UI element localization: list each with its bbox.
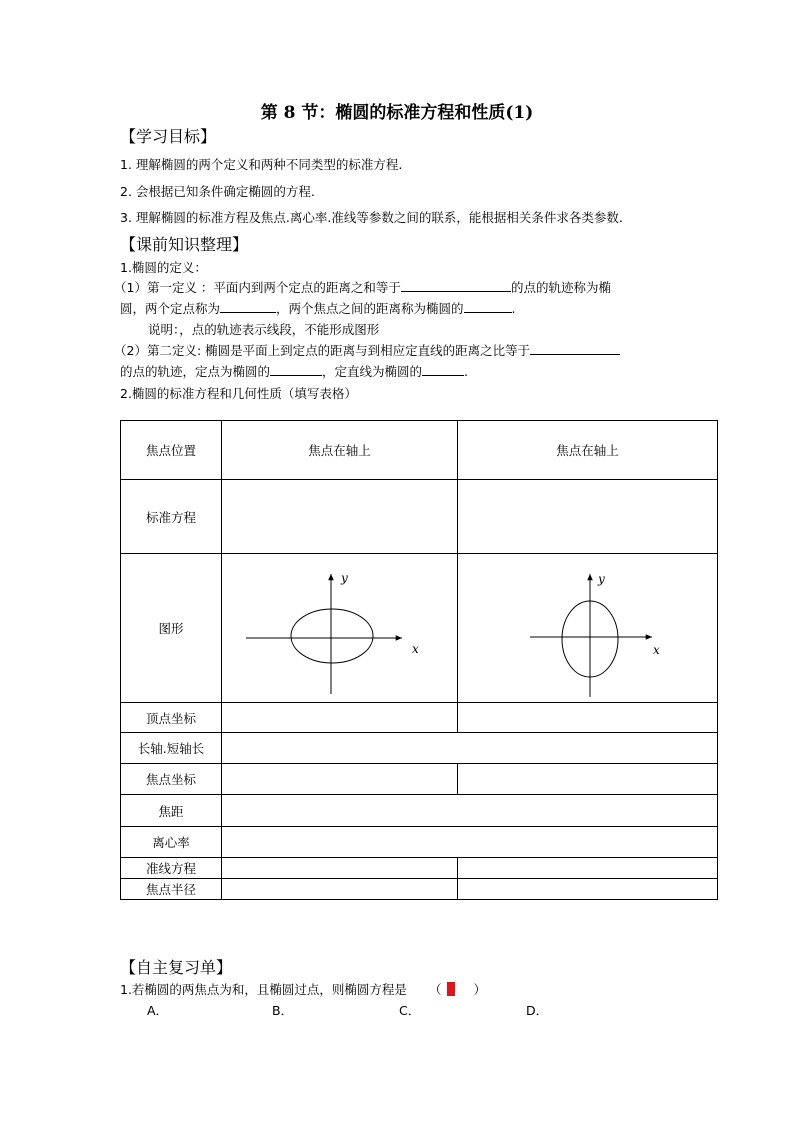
- definition-note: 说明：，点的轨迹表示线段，不能形成图形: [148, 322, 380, 337]
- row-label-eccentricity: 离心率: [121, 827, 222, 858]
- definition-1-text-b: 的点的轨迹称为椭: [510, 280, 611, 295]
- blank-foci-name[interactable]: [220, 300, 276, 313]
- row-label-focus-coord: 焦点坐标: [121, 764, 222, 795]
- section-knowledge-header: 【课前知识整理】: [120, 235, 249, 254]
- row-label-graph: 图形: [121, 554, 222, 703]
- table-row-standard-equation: [121, 480, 718, 554]
- definition-1-text-c: 圆，两个定点称为: [120, 301, 221, 316]
- cell-eccentricity[interactable]: [222, 827, 718, 858]
- blank-sum-distance[interactable]: [401, 279, 511, 292]
- knowledge-q1: 1.椭圆的定义：: [120, 260, 207, 275]
- table-row-graph: [121, 554, 718, 703]
- review-question-1-text: 1.若椭圆的两焦点为和，且椭圆过点，则椭圆方程是: [120, 982, 407, 997]
- definition-2-text-b: 的点的轨迹，定点为椭圆的: [120, 364, 271, 379]
- ellipse-horizontal: [291, 609, 373, 663]
- table-row-eccentricity: [121, 827, 718, 858]
- table-row-focus-coord: [121, 764, 718, 795]
- definition-2-line-1: [114, 341, 620, 359]
- goal-item-3: 3. 理解椭圆的标准方程及焦点.离心率.准线等参数之间的联系，能根据相关条件求各类参数.: [120, 210, 623, 225]
- section-review-header: 【自主复习单】: [120, 958, 233, 977]
- cell-graph-x: [222, 554, 458, 703]
- row-label-directrix: 准线方程: [121, 858, 222, 879]
- definition-1-period: .: [511, 301, 516, 316]
- definition-2-text-c: ，定直线为椭圆的: [322, 364, 423, 379]
- header-col-y-axis: 焦点在轴上: [458, 421, 718, 480]
- cell-directrix-x[interactable]: [222, 858, 458, 879]
- row-label-vertex: 顶点坐标: [121, 703, 222, 733]
- table-row-axis-length: [121, 733, 718, 764]
- blank-focus-name[interactable]: [270, 363, 322, 376]
- cell-axis-length[interactable]: [222, 733, 718, 764]
- header-label: 焦点位置: [121, 421, 222, 480]
- ellipse-properties-table: [120, 420, 718, 900]
- definition-2-text-a: （2）第二定义: 椭圆是平面上到定点的距离与到相应定直线的距离之比等于: [114, 343, 531, 358]
- cell-vertex-y[interactable]: [458, 703, 718, 733]
- cell-directrix-y[interactable]: [458, 858, 718, 879]
- goal-item-1: 1. 理解椭圆的两个定义和两种不同类型的标准方程.: [120, 157, 403, 172]
- cell-focal-distance[interactable]: [222, 795, 718, 827]
- definition-1-text-a: （1）第一定义 ：平面内到两个定点的距离之和等于: [114, 280, 401, 295]
- y-axis-label: y: [598, 572, 605, 586]
- ellipse-horizontal-diagram: [222, 554, 458, 699]
- option-c[interactable]: C．: [399, 1003, 421, 1018]
- blank-ratio[interactable]: [530, 342, 620, 355]
- definition-1-line-2: [120, 299, 516, 317]
- answer-paren-close: ）: [473, 982, 486, 997]
- header-col-x-axis: 焦点在轴上: [222, 421, 458, 480]
- x-axis-label: x: [412, 642, 419, 656]
- cell-focus-x[interactable]: [222, 764, 458, 795]
- knowledge-q2: 2.椭圆的标准方程和几何性质（填写表格）: [120, 386, 357, 401]
- y-axis-label: y: [341, 571, 348, 585]
- definition-2-period: .: [464, 364, 469, 379]
- cell-equation-y[interactable]: [458, 480, 718, 554]
- definition-1-line-1: [114, 278, 611, 296]
- definition-1-text-d: ，两个焦点之间的距离称为椭圆的: [276, 301, 464, 316]
- cell-graph-y: [458, 554, 718, 703]
- row-label-focal-distance: 焦距: [121, 795, 222, 827]
- answer-cursor-mark[interactable]: [447, 982, 455, 996]
- row-label-focal-radius: 焦点半径: [121, 879, 222, 900]
- cell-focus-y[interactable]: [458, 764, 718, 795]
- definition-2-line-2: [120, 362, 468, 380]
- option-a[interactable]: A．: [147, 1003, 169, 1018]
- blank-focal-distance[interactable]: [464, 300, 512, 313]
- goal-item-2: 2. 会根据已知条件确定椭圆的方程.: [120, 184, 315, 199]
- option-b[interactable]: B．: [272, 1003, 294, 1018]
- cell-focal-radius-x[interactable]: [222, 879, 458, 900]
- answer-paren-open: （: [428, 982, 442, 997]
- blank-directrix-name[interactable]: [422, 363, 464, 376]
- cell-equation-x[interactable]: [222, 480, 458, 554]
- table-row-directrix: [121, 858, 718, 879]
- cell-focal-radius-y[interactable]: [458, 879, 718, 900]
- table-row-header: [121, 421, 718, 480]
- table-row-vertex: [121, 703, 718, 733]
- row-label-axis-length: 长轴.短轴长: [121, 733, 222, 764]
- row-label-standard-equation: 标准方程: [121, 480, 222, 554]
- page-title: 第 8 节：椭圆的标准方程和性质(1): [260, 103, 534, 123]
- review-question-1: [120, 980, 486, 998]
- ellipse-vertical-diagram: [458, 554, 718, 699]
- option-d[interactable]: D．: [526, 1003, 549, 1018]
- section-goals-header: 【学习目标】: [120, 127, 217, 146]
- table-row-focal-distance: [121, 795, 718, 827]
- cell-vertex-x[interactable]: [222, 703, 458, 733]
- x-axis-label: x: [653, 643, 660, 657]
- table-row-focal-radius: [121, 879, 718, 900]
